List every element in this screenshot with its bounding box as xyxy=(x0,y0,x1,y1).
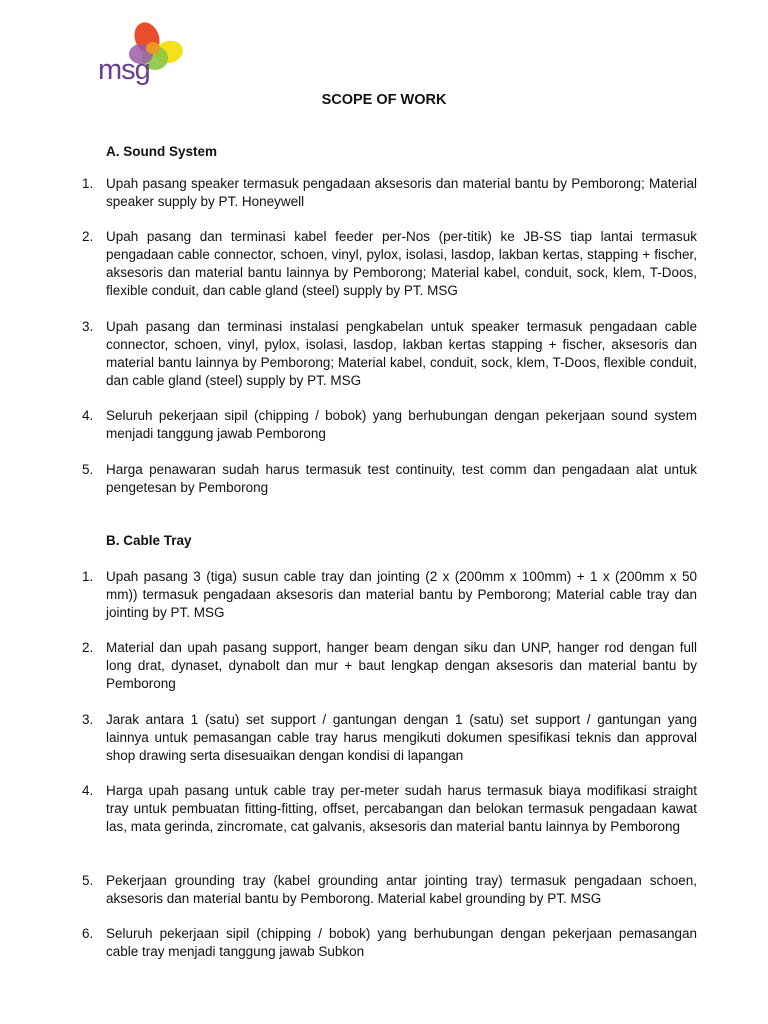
item-number: 3. xyxy=(82,319,94,334)
item-text: Upah pasang dan terminasi instalasi pengkabelan untuk speaker termasuk pengadaan cable connector, schoen, vinyl, pylox, isolasi, lasdop, lakban kertas stapping + fischer, aksesoris dan material bantu lainnya by Pemborong; Material kabel, conduit, sock, klem, T-Doos, flexible conduit, dan cable gland (steel) supply by PT. MSG xyxy=(106,319,697,388)
item-text: Harga upah pasang untuk cable tray per-meter sudah harus termasuk biaya modifikasi straight tray untuk pembuatan fitting-fitting, offset, percabangan dan belokan termasuk pengadaan kawat las, mata gerinda, zincromate, cat galvanis, aksesoris dan material bantu lainnya by Pemborong xyxy=(106,783,697,834)
item-text: Harga penawaran sudah harus termasuk test continuity, test comm dan pengadaan alat untuk pengetesan by Pemborong xyxy=(106,462,697,495)
item-number: 4. xyxy=(82,783,94,798)
item-number: 1. xyxy=(82,569,94,584)
item-number: 6. xyxy=(82,926,94,941)
item-number: 4. xyxy=(82,408,94,423)
item-text: Seluruh pekerjaan sipil (chipping / bobok) yang berhubungan dengan pekerjaan pemasangan cable tray menjadi tanggung jawab Subkon xyxy=(106,926,697,959)
item-text: Upah pasang speaker termasuk pengadaan aksesoris dan material bantu by Pemborong; Material speaker supply by PT. Honeywell xyxy=(106,176,697,209)
item-number: 2. xyxy=(82,229,94,244)
item-text: Seluruh pekerjaan sipil (chipping / bobok) yang berhubungan dengan pekerjaan sound system menjadi tanggung jawab Pemborong xyxy=(106,408,697,441)
item-text: Jarak antara 1 (satu) set support / gantungan dengan 1 (satu) set support / gantungan yang lainnya untuk pemasangan cable tray harus mengikuti dokumen spesifikasi teknis dan approval shop drawing serta disesuaikan dengan kondisi di lapangan xyxy=(106,712,697,763)
item-text: Upah pasang dan terminasi kabel feeder per-Nos (per-titik) ke JB-SS tiap lantai termasuk pengadaan cable connector, schoen, vinyl, pylox, isolasi, lasdop, lakban kertas, stapping + fischer, aksesoris dan material bantu lainnya by Pemborong; Material kabel, conduit, sock, klem, T-Doos, flexible conduit, dan cable gland (steel) supply by PT. MSG xyxy=(106,229,697,298)
item-number: 5. xyxy=(82,462,94,477)
item-number: 3. xyxy=(82,712,94,727)
company-logo xyxy=(97,18,189,86)
logo-text: msg xyxy=(98,54,150,86)
item-number: 2. xyxy=(82,640,94,655)
section-heading-sound-system: A. Sound System xyxy=(106,144,218,159)
item-text: Upah pasang 3 (tiga) susun cable tray dan jointing (2 x (200mm x 100mm) + 1 x (200mm x 50 mm)) termasuk pengadaan aksesoris dan material bantu by Pemborong; Material cable tray dan jointing by PT. MSG xyxy=(106,569,697,620)
item-number: 1. xyxy=(82,176,94,191)
item-text: Material dan upah pasang support, hanger beam dengan siku dan UNP, hanger rod dengan full long drat, dynaset, dynabolt dan mur + baut lengkap dengan aksesoris dan material bantu by Pemborong xyxy=(106,640,697,691)
item-text: Pekerjaan grounding tray (kabel grounding antar jointing tray) termasuk pengadaan schoen, aksesoris dan material bantu by Pemborong. Material kabel grounding by PT. MSG xyxy=(106,873,697,906)
section-heading-cable-tray: B. Cable Tray xyxy=(106,533,192,548)
page-title: SCOPE OF WORK xyxy=(321,92,447,108)
item-number: 5. xyxy=(82,873,94,888)
